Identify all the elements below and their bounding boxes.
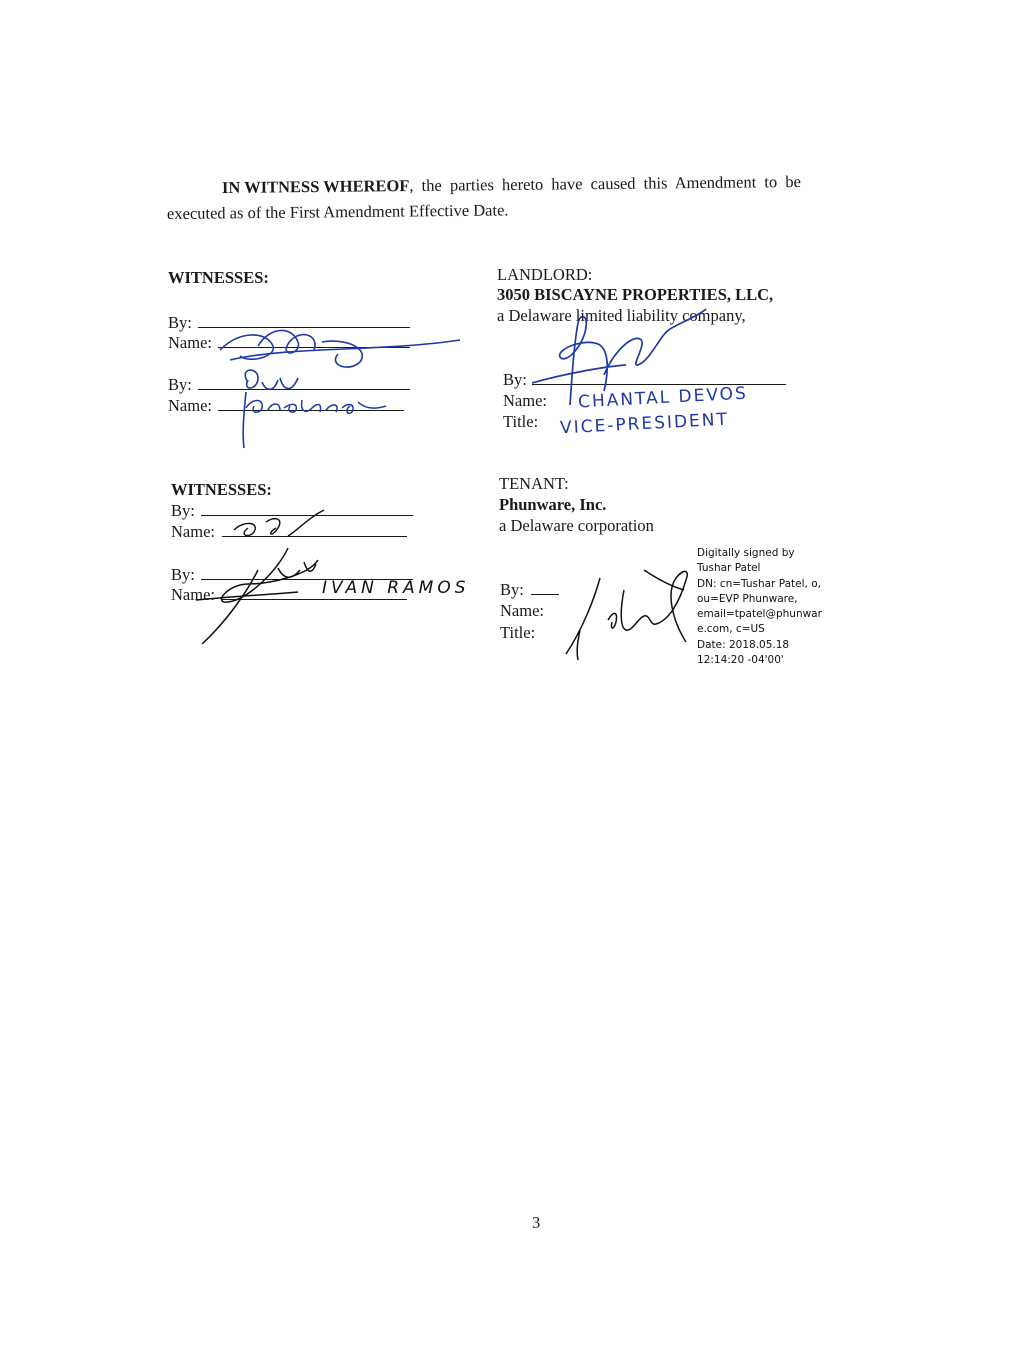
- landlord-heading: LANDLORD:: [497, 265, 593, 284]
- intro-line-2: executed as of the First Amendment Effective Date.: [166, 200, 509, 223]
- tenant-name-label: Name:: [500, 601, 544, 620]
- digital-signature-line-8: 12:14:20 -04'00': [697, 654, 784, 666]
- landlord-title-label: Title:: [503, 412, 539, 431]
- landlord-by-label: By:: [503, 370, 527, 389]
- witness-by-label-1: By:: [168, 313, 192, 332]
- tenant-witness-name-label-2: Name:: [171, 585, 215, 604]
- intro-lead-rest: , the parties hereto have caused this Amendment to be: [409, 171, 801, 196]
- digital-signature-line-3: DN: cn=Tushar Patel, o,: [697, 578, 821, 590]
- tenant-heading: TENANT:: [499, 474, 569, 493]
- digital-signature-line-6: e.com, c=US: [697, 623, 765, 635]
- intro-lead-bold: IN WITNESS WHEREOF: [221, 176, 410, 197]
- witness-name-label-2: Name:: [168, 396, 212, 415]
- landlord-name-label: Name:: [503, 391, 547, 410]
- tenant-witness-name-label-1: Name:: [171, 522, 215, 541]
- tenant-title-label: Title:: [500, 623, 536, 642]
- tenant-witness-name-handwritten-2: IVAN RAMOS: [322, 578, 470, 598]
- witness-name-handwritten-2: [240, 390, 410, 420]
- witnesses-heading-landlord: WITNESSES:: [168, 268, 269, 287]
- witness-by-label-2: By:: [168, 375, 192, 394]
- landlord-signature: [530, 305, 730, 415]
- tenant-witness-by-label-2: By:: [171, 565, 195, 584]
- tenant-signature: [560, 560, 700, 670]
- tenant-entity-desc: a Delaware corporation: [499, 516, 654, 535]
- tenant-by-label: By:: [500, 580, 524, 599]
- tenant-witness-signature-2: [188, 540, 348, 650]
- digital-signature-line-5: email=tpatel@phunwar: [697, 608, 822, 620]
- digital-signature-line-2: Tushar Patel: [697, 562, 761, 574]
- witness-name-label-1: Name:: [168, 333, 212, 352]
- landlord-entity-desc: a Delaware limited liability company,: [497, 306, 746, 325]
- landlord-entity: 3050 BISCAYNE PROPERTIES, LLC,: [497, 285, 774, 304]
- tenant-by-line: [531, 594, 559, 595]
- intro-line-1: [222, 172, 801, 198]
- tenant-witness-by-label-1: By:: [171, 501, 195, 520]
- witnesses-heading-tenant: WITNESSES:: [171, 480, 272, 499]
- tenant-entity: Phunware, Inc.: [499, 495, 607, 514]
- landlord-name-handwritten: CHANTAL DEVOS: [577, 383, 749, 413]
- digital-signature-line-4: ou=EVP Phunware,: [697, 593, 798, 605]
- page-number: 3: [532, 1213, 541, 1232]
- digital-signature-line-7: Date: 2018.05.18: [697, 639, 790, 651]
- landlord-title-handwritten: VICE-PRESIDENT: [559, 409, 730, 439]
- digital-signature-line-1: Digitally signed by: [697, 547, 795, 559]
